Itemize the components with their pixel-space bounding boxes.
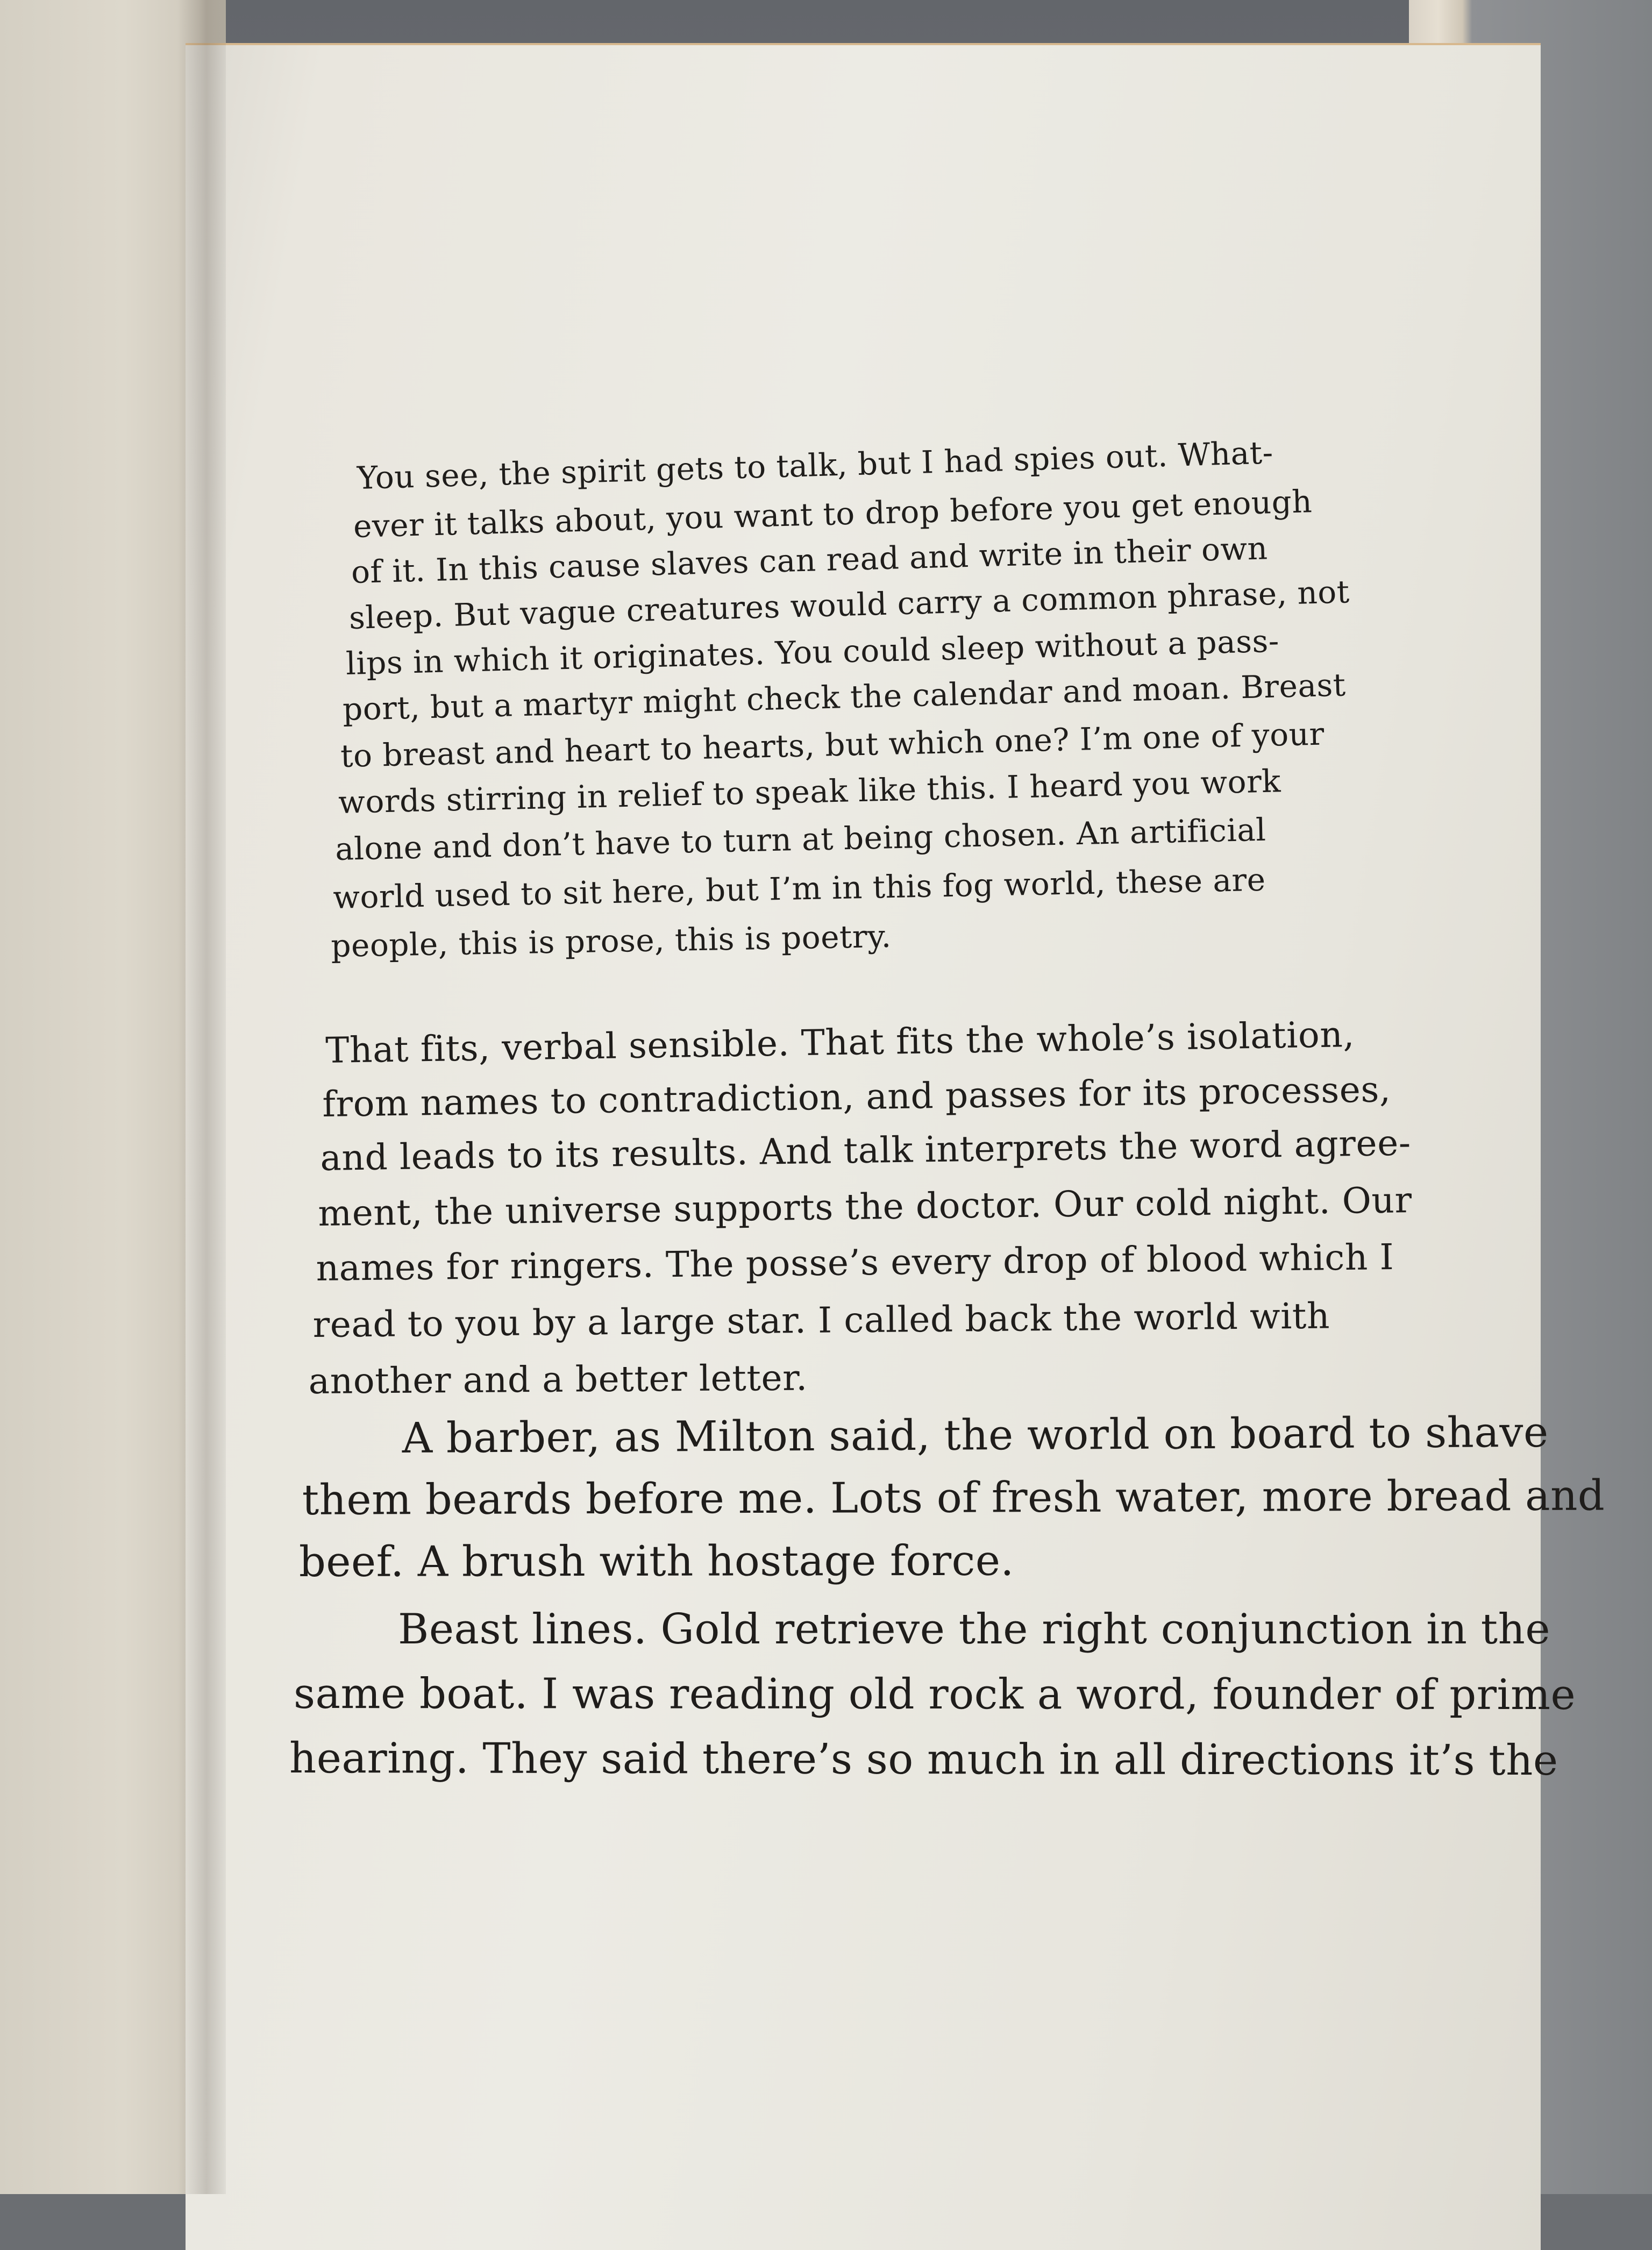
- text-line: lips in which it originates. You could sleep without a pass-: [345, 622, 1280, 682]
- text-line: people, this is prose, this is poetry.: [330, 917, 892, 964]
- text-line: hearing. They said there’s so much in all directions it’s the: [289, 1734, 1558, 1785]
- text-line: ment, the universe supports the doctor. Our cold night. Our: [318, 1179, 1413, 1234]
- text-line: A barber, as Milton said, the world on board to shave: [402, 1408, 1549, 1463]
- text-line: read to you by a large star. I called back the world with: [312, 1295, 1330, 1345]
- text-line: to breast and heart to hearts, but which one? I’m one of your: [340, 715, 1325, 774]
- text-line: alone and don’t have to turn at being chosen. An artificial: [334, 811, 1267, 867]
- text-line: and leads to its results. And talk interprets the word agree-: [319, 1122, 1412, 1179]
- text-line: words stirring in relief to speak like this. I heard you work: [338, 763, 1281, 821]
- text-line: them beards before me. Lots of fresh water, more bread and: [302, 1471, 1605, 1525]
- text-line: Beast lines. Gold retrieve the right conjunction in the: [398, 1605, 1550, 1654]
- text-line: same boat. I was reading old rock a word, founder of prime: [294, 1670, 1576, 1720]
- text-line: port, but a martyr might check the calendar and moan. Breast: [342, 666, 1347, 728]
- book-gutter-shadow: [177, 0, 226, 2194]
- text-line: another and a better letter.: [308, 1357, 808, 1402]
- text-line: ever it talks about, you want to drop before you get enough: [353, 483, 1313, 545]
- text-line: names for ringers. The posse’s every drop of blood which I: [316, 1236, 1394, 1289]
- text-line: You see, the spirit gets to talk, but I had spies out. What-: [357, 434, 1274, 496]
- text-line: sleep. But vague creatures would carry a common phrase, not: [348, 573, 1350, 636]
- text-line: That fits, verbal sensible. That fits the whole’s isolation,: [325, 1013, 1355, 1071]
- text-line: from names to contradiction, and passes for its processes,: [322, 1069, 1391, 1125]
- text-line: world used to sit here, but I’m in this fog world, these are: [332, 861, 1266, 916]
- text-line: of it. In this cause slaves can read and write in their own: [351, 530, 1269, 590]
- text-line: beef. A brush with hostage force.: [298, 1536, 1014, 1586]
